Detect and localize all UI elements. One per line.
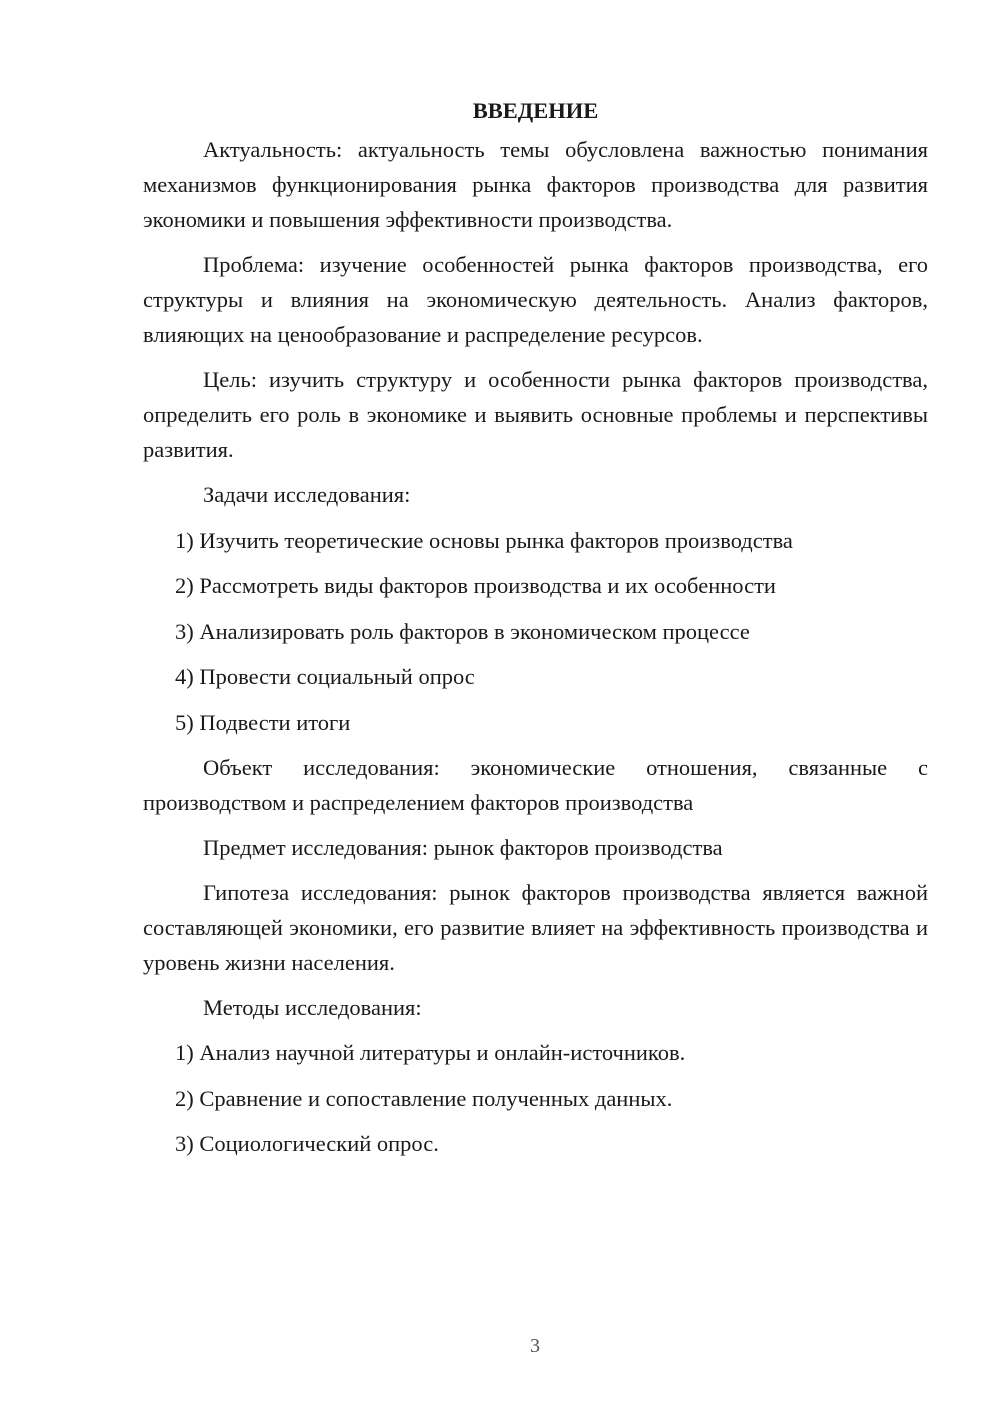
paragraph-relevance: Актуальность: актуальность темы обусловлена важностью понимания механизмов функционирования рынка факторов производства для развития экономики и повышения эффективности производства. — [143, 137, 928, 232]
page-title: ВВЕДЕНИЕ — [472, 98, 599, 123]
paragraph-subject: Предмет исследования: рынок факторов производства — [203, 834, 723, 860]
tasks-list — [143, 523, 928, 740]
task-item-3: 3) Анализировать роль факторов в экономическом процессе — [175, 618, 750, 644]
methods-list — [143, 1035, 928, 1161]
method-item-2: 2) Сравнение и сопоставление полученных данных. — [175, 1085, 673, 1111]
task-item-2: 2) Рассмотреть виды факторов производства и их особенности — [175, 573, 776, 598]
page-content — [143, 96, 928, 1161]
method-item-1: 1) Анализ научной литературы и онлайн-источников. — [175, 1040, 686, 1065]
method-item-3: 3) Социологический опрос. — [175, 1131, 439, 1156]
paragraph-hypothesis: Гипотеза исследования: рынок факторов производства является важной составляющей экономики, его развитие влияет на эффективность производства и уровень жизни населения. — [143, 879, 928, 975]
task-item-4: 4) Провести социальный опрос — [175, 664, 475, 689]
page-number: 3 — [530, 1335, 540, 1357]
methods-heading: Методы исследования: — [203, 994, 422, 1020]
paragraph-goal: Цель: изучить структуру и особенности рынка факторов производства, определить его роль в экономике и выявить основные проблемы и перспективы развития. — [143, 367, 928, 462]
task-item-5: 5) Подвести итоги — [175, 709, 351, 735]
tasks-heading: Задачи исследования: — [203, 482, 411, 507]
paragraph-object: Объект исследования: экономические отношения, связанные с производством и распределением факторов производства — [143, 754, 928, 815]
paragraph-problem: Проблема: изучение особенностей рынка факторов производства, его структуры и влияния на экономическую деятельность. Анализ факторов, влияющих на ценообразование и распределение ресурсов. — [143, 252, 928, 347]
task-item-1: 1) Изучить теоретические основы рынка факторов производства — [175, 527, 793, 553]
